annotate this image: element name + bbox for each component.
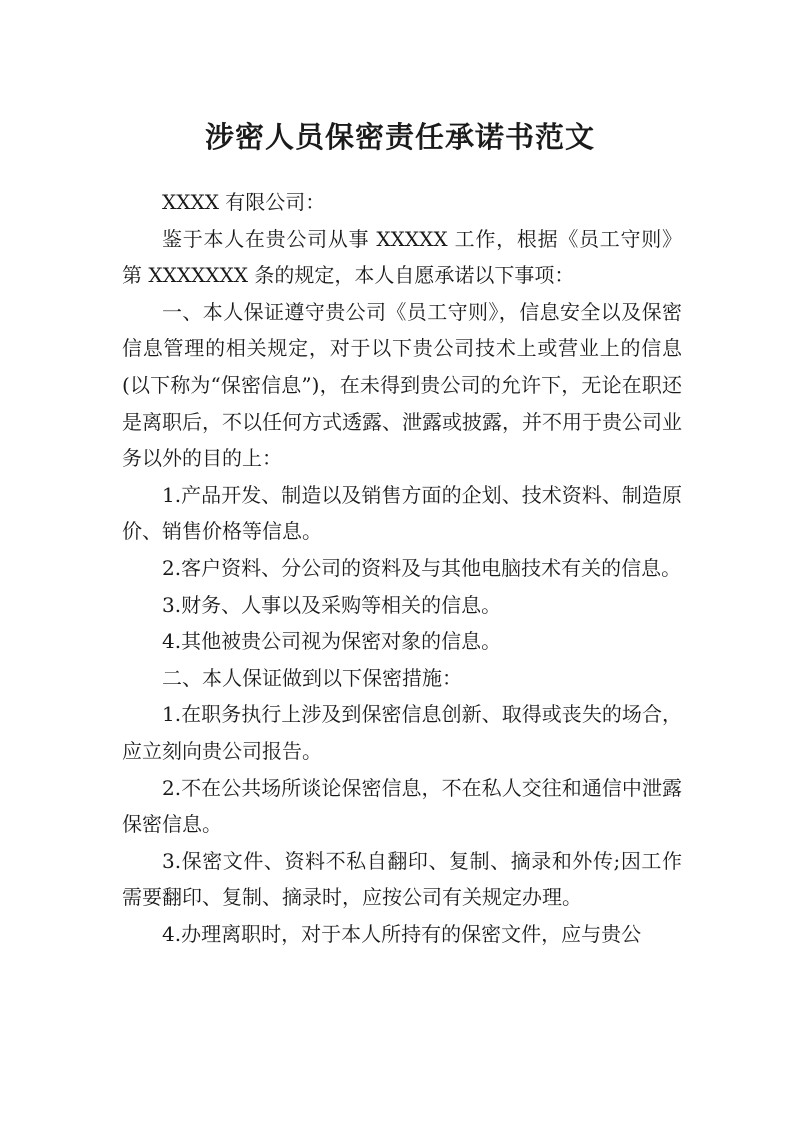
section-one-item-1: 1.产品开发、制造以及销售方面的企划、技术资料、制造原价、销售价格等信息。 (122, 482, 682, 544)
section-one-paragraph: 一、本人保证遵守贵公司《员工守则》，信息安全以及保密信息管理的相关规定，对于以下贵公司技术上或营业上的信息(以下称为“保密信息”)，在未得到贵公司的允许下，无论在职还是离职后，不以任何方式透露、泄露或披露，并不用于贵公司业务以外的目的上： (122, 299, 682, 471)
document-title: 涉密人员保密责任承诺书范文 (204, 120, 595, 155)
section-two-item-1: 1.在职务执行上涉及到保密信息创新、取得或丧失的场合，应立刻向贵公司报告。 (122, 702, 682, 763)
section-one-item-4: 4.其他被贵公司视为保密对象的信息。 (162, 629, 502, 654)
intro-paragraph: 鉴于本人在贵公司从事 XXXXX 工作，根据《员工守则》第 XXXXXXX 条的规定，本人自愿承诺以下事项： (122, 226, 682, 288)
section-two-item-2: 2.不在公共场所谈论保密信息，不在私人交往和通信中泄露保密信息。 (122, 775, 682, 837)
document-body (122, 184, 682, 952)
section-two-item-4: 4.办理离职时，对于本人所持有的保密文件，应与贵公 (162, 921, 642, 946)
section-one-item-2: 2.客户资料、分公司的资料及与其他电脑技术有关的信息。 (162, 555, 682, 580)
salutation-paragraph: XXXX 有限公司： (162, 190, 326, 214)
section-two-heading: 二、本人保证做到以下保密措施： (162, 665, 462, 690)
section-one-item-3: 3.财务、人事以及采购等相关的信息。 (162, 592, 502, 617)
section-two-item-3: 3.保密文件、资料不私自翻印、复制、摘录和外传;因工作需要翻印、复制、摘录时，应按公司有关规定办理。 (122, 848, 682, 910)
